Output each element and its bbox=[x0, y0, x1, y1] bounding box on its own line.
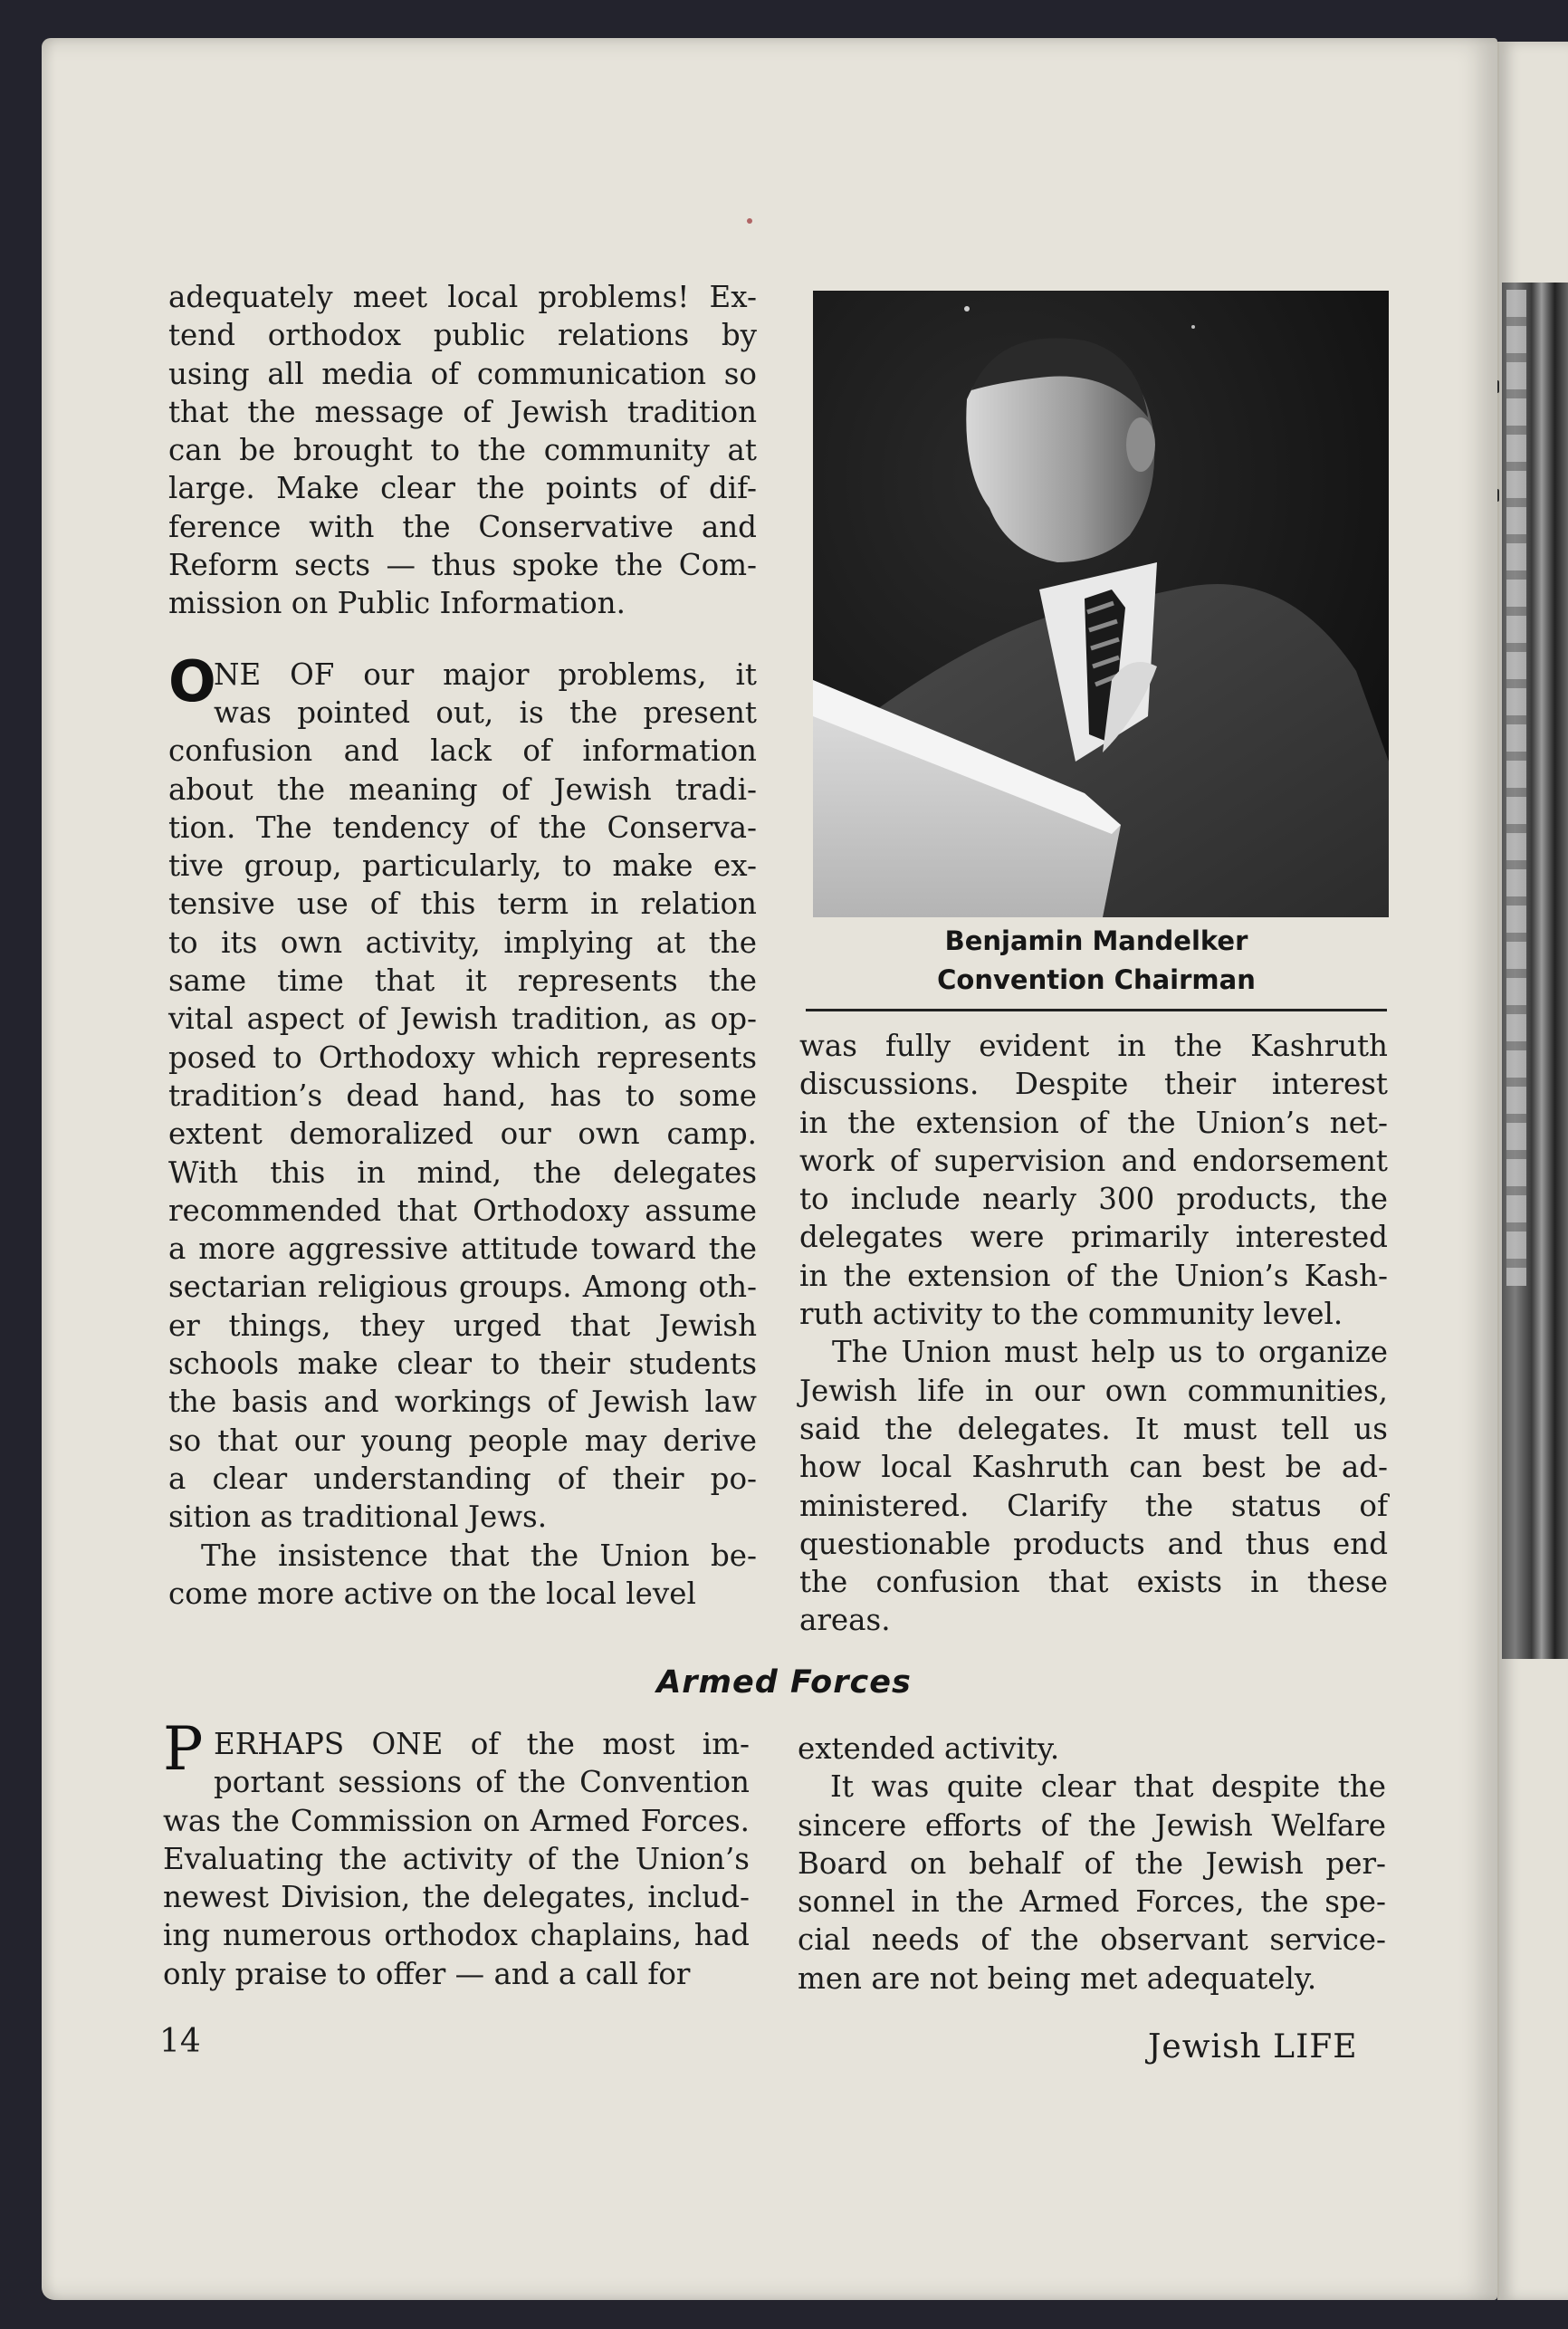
text-line: ERHAPS ONE of the most im- bbox=[214, 1727, 750, 1761]
text-line: can be brought to the community at bbox=[168, 433, 757, 468]
speaker-portrait-image bbox=[813, 291, 1389, 917]
text-line: was fully evident in the Kashruth bbox=[799, 1029, 1388, 1063]
armed-forces-left-column bbox=[163, 1714, 750, 1993]
text-line: ruth activity to the community level. bbox=[799, 1297, 1343, 1332]
text-line: same time that it represents the bbox=[168, 963, 757, 999]
paragraph-kashruth bbox=[799, 1027, 1388, 1333]
text-line: recommended that Orthodoxy assume bbox=[168, 1193, 757, 1228]
text-line: in the extension of the Union’s net- bbox=[799, 1105, 1388, 1140]
section-heading: Armed Forces bbox=[656, 1664, 912, 1701]
caption-rule bbox=[806, 1009, 1387, 1011]
portrait-photo bbox=[813, 291, 1389, 917]
text-line: confusion and lack of information bbox=[168, 733, 757, 769]
text-line: using all media of communication so bbox=[168, 356, 757, 391]
text-line: a more aggressive attitude toward the bbox=[168, 1232, 757, 1267]
running-title: Jewish LIFE bbox=[1148, 2028, 1358, 2065]
text-line: was pointed out, is the present bbox=[214, 695, 757, 730]
text-line: tradition’s dead hand, has to some bbox=[168, 1078, 757, 1113]
text-line: to include nearly 300 products, the bbox=[799, 1182, 1388, 1217]
text-line: extent demoralized our own camp. bbox=[168, 1117, 757, 1152]
text-line: vital aspect of Jewish tradition, as op- bbox=[168, 1002, 757, 1037]
text-line: sincere efforts of the Jewish Welfare bbox=[798, 1807, 1386, 1843]
text-line: was the Commission on Armed Forces. bbox=[163, 1803, 750, 1838]
text-line: posed to Orthodoxy which represents bbox=[168, 1040, 757, 1075]
left-column bbox=[168, 278, 757, 1613]
drop-cap: O bbox=[168, 647, 216, 714]
text-line: questionable products and thus end bbox=[799, 1526, 1388, 1561]
text-line: extended activity. bbox=[798, 1731, 1060, 1766]
page-number: 14 bbox=[159, 2023, 201, 2060]
paragraph-local-level bbox=[168, 1537, 757, 1614]
text-line: tensive use of this term in relation bbox=[168, 887, 757, 922]
text-line: areas. bbox=[799, 1603, 891, 1638]
photo-caption bbox=[806, 922, 1387, 1000]
text-line: tive group, particularly, to make ex- bbox=[168, 848, 757, 884]
text-line: to its own activity, implying at the bbox=[168, 925, 757, 960]
text-line: newest Division, the delegates, includ- bbox=[163, 1880, 750, 1915]
text-line: how local Kashruth can best be ad- bbox=[799, 1450, 1388, 1485]
text-line: sectarian religious groups. Among oth- bbox=[168, 1270, 757, 1305]
text-line: the confusion that exists in these bbox=[799, 1565, 1388, 1600]
text-line: Board on behalf of the Jewish per- bbox=[798, 1845, 1386, 1881]
paragraph-public-information bbox=[168, 278, 757, 623]
text-line: said the delegates. It must tell us bbox=[799, 1411, 1388, 1446]
text-line: about the meaning of Jewish tradi- bbox=[168, 772, 757, 807]
drop-cap: P bbox=[163, 1714, 204, 1784]
text-line: Reform sects — thus spoke the Com- bbox=[168, 548, 757, 583]
text-line: cial needs of the observant service- bbox=[798, 1922, 1386, 1958]
text-line: adequately meet local problems! Ex- bbox=[168, 280, 757, 314]
text-line: sition as traditional Jews. bbox=[168, 1500, 548, 1535]
text-line: come more active on the local level bbox=[168, 1576, 696, 1611]
text-line: work of supervision and endorsement bbox=[799, 1143, 1388, 1178]
armed-forces-right-column bbox=[798, 1730, 1386, 1998]
text-line: delegates were primarily interested bbox=[799, 1220, 1388, 1255]
ink-speck bbox=[747, 218, 752, 224]
paragraph-extended-activity bbox=[798, 1730, 1386, 1768]
text-line: a clear understanding of their po- bbox=[168, 1461, 757, 1496]
text-line: in the extension of the Union’s Kash- bbox=[799, 1258, 1388, 1293]
text-line: large. Make clear the points of dif- bbox=[168, 471, 757, 506]
caption-title: Convention Chairman bbox=[937, 964, 1256, 995]
text-line: It was quite clear that despite the bbox=[830, 1769, 1386, 1805]
text-line: tend orthodox public relations by bbox=[168, 318, 757, 353]
text-line: Jewish life in our own communities, bbox=[799, 1373, 1388, 1408]
text-line: er things, they urged that Jewish bbox=[168, 1308, 757, 1343]
text-line: tion. The tendency of the Conserva- bbox=[168, 810, 757, 845]
text-line: The Union must help us to organize bbox=[832, 1335, 1388, 1370]
caption-name: Benjamin Mandelker bbox=[944, 925, 1248, 956]
paragraph-major-problems bbox=[168, 647, 757, 1537]
paragraph-welfare-board bbox=[798, 1768, 1386, 1998]
text-line: With this in mind, the delegates bbox=[168, 1155, 757, 1190]
text-line: so that our young people may derive bbox=[168, 1423, 757, 1458]
text-line: NE OF our major problems, it bbox=[214, 657, 757, 692]
text-line: mission on Public Information. bbox=[168, 586, 626, 621]
text-line: ing numerous orthodox chaplains, had bbox=[163, 1918, 750, 1953]
text-line: only praise to offer — and a call for bbox=[163, 1956, 691, 1991]
paragraph-organize bbox=[799, 1333, 1388, 1639]
text-line: men are not being met adequately. bbox=[798, 1960, 1317, 1996]
text-line: portant sessions of the Convention bbox=[214, 1765, 750, 1800]
paragraph-armed-forces bbox=[163, 1714, 750, 1993]
text-line: discussions. Despite their interest bbox=[799, 1067, 1388, 1102]
text-line: Evaluating the activity of the Union’s bbox=[163, 1841, 750, 1876]
text-line: schools make clear to their students bbox=[168, 1347, 757, 1382]
text-line: ministered. Clarify the status of bbox=[799, 1488, 1388, 1523]
text-line: that the message of Jewish tradition bbox=[168, 394, 757, 429]
right-column bbox=[799, 1027, 1388, 1640]
text-line: ference with the Conservative and bbox=[168, 509, 757, 544]
text-line: The insistence that the Union be- bbox=[201, 1538, 757, 1573]
text-line: sonnel in the Armed Forces, the spe- bbox=[798, 1884, 1386, 1920]
text-line: the basis and workings of Jewish law bbox=[168, 1385, 757, 1420]
flag-stripes bbox=[1506, 290, 1526, 1286]
